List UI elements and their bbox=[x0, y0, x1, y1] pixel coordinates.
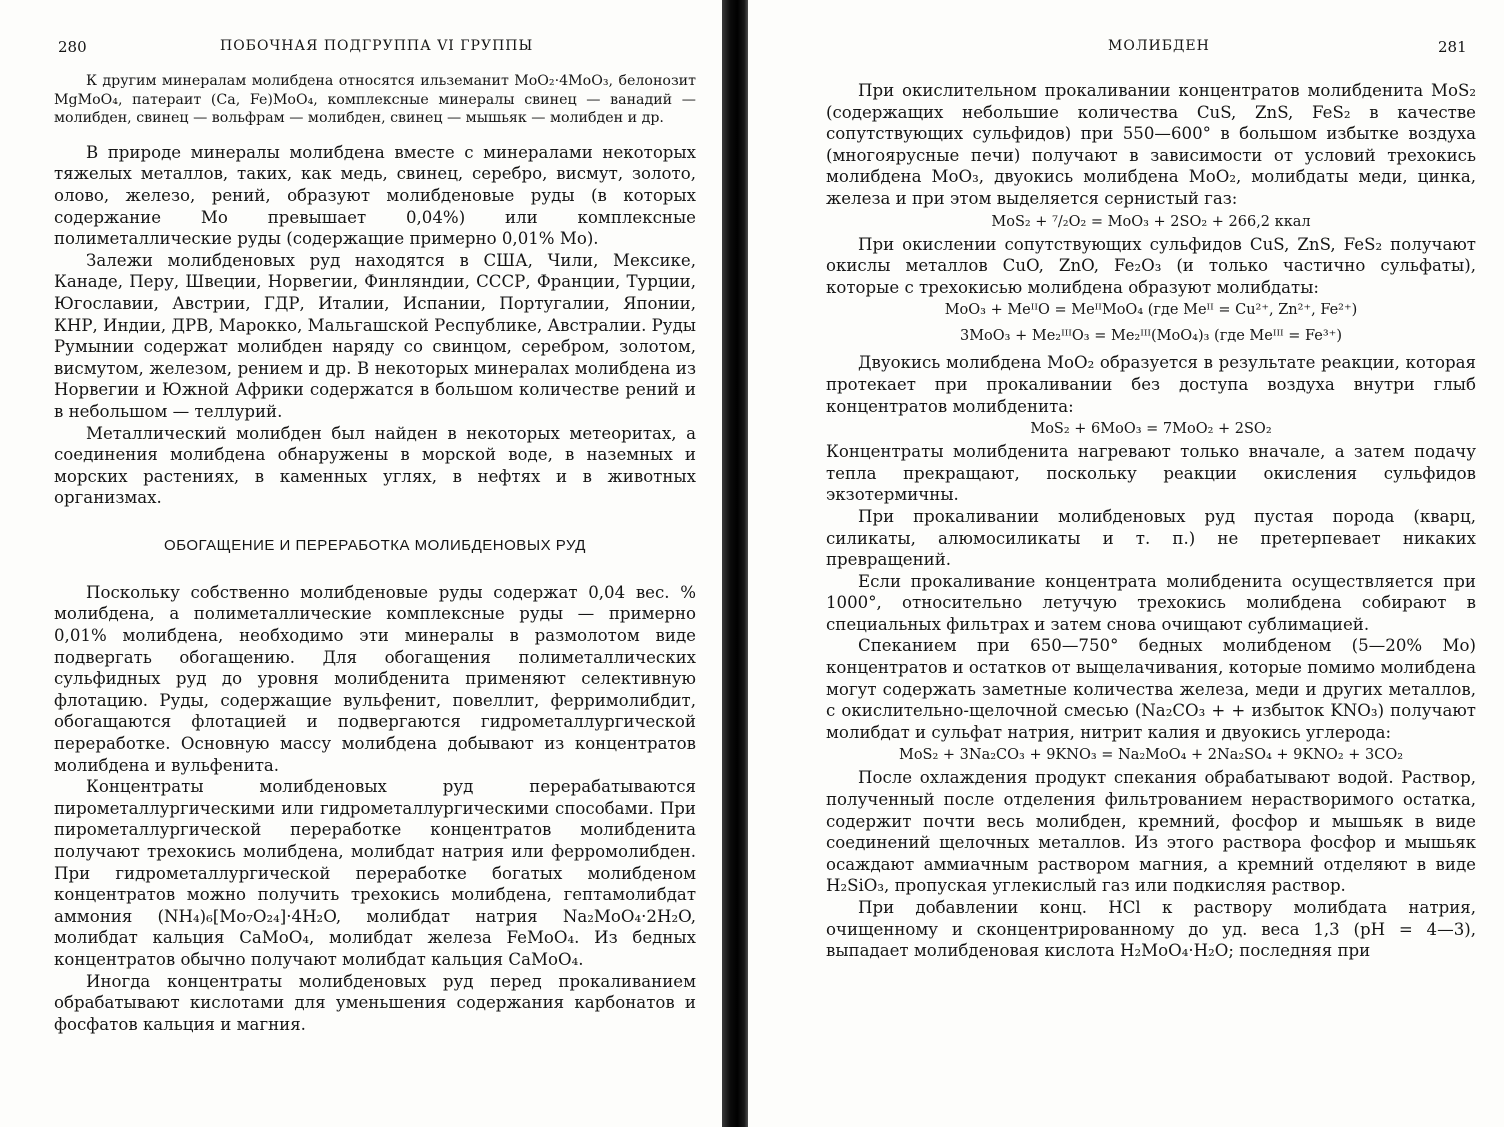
paragraph: В природе минералы молибдена вместе с минералами некоторых тяжелых металлов, таких, как медь, свинец, серебро, висмут, золото, олово, железо, рений, образуют молибденовые руды (в которых содержание Mo превышает 0,04%) или комплексные полиметаллические руды (содержащие примерно 0,01% Mo). bbox=[54, 142, 696, 249]
book-gutter bbox=[722, 0, 750, 1127]
right-page bbox=[748, 0, 1504, 1127]
right-running-head: МОЛИБДЕН bbox=[1108, 38, 1210, 54]
paragraph: При окислении сопутствующих сульфидов CuS, ZnS, FeS₂ получают окислы металлов CuO, ZnO, Fe₂O₃ (и только частично сульфаты), которые с трехокисью молибдена образуют молибдаты: bbox=[826, 234, 1476, 297]
section-title: ОБОГАЩЕНИЕ И ПЕРЕРАБОТКА МОЛИБДЕНОВЫХ РУД bbox=[164, 536, 586, 554]
paragraph: Металлический молибден был найден в некоторых метеоритах, а соединения молибдена обнаружены в морской воде, в наземных и морских растениях, в каменных углях, в нефтях и в животных организмах. bbox=[54, 423, 696, 508]
left-page-number: 280 bbox=[58, 38, 87, 56]
right-page-number: 281 bbox=[1438, 38, 1467, 56]
equation: MoS₂ + ⁷/₂O₂ = MoO₃ + 2SO₂ + 266,2 ккал bbox=[991, 213, 1311, 230]
paragraph: При прокаливании молибденовых руд пустая порода (кварц, силикаты, алюмосиликаты и т. п.) не претерпевает никаких превращений. bbox=[826, 506, 1476, 570]
paragraph: Поскольку собственно молибденовые руды содержат 0,04 вес. % молибдена, а полиметаллические комплексные руды — примерно 0,01% молибдена, необходимо эти минералы в размолотом виде подвергать обогащению. Для обогащения полиметаллических сульфидных руд до уровня молибденита применяют селективную флотацию. Руды, содержащие вульфенит, повеллит, ферримолибдит, обогащаются флотацией и подвергаются гидрометаллургической переработке. Основную массу молибдена добывают из концентратов молибдена и вульфенита. bbox=[54, 582, 696, 775]
paragraph: Иногда концентраты молибденовых руд перед прокаливанием обрабатывают кислотами для уменьшения содержания карбонатов и фосфатов кальция и магния. bbox=[54, 971, 696, 1034]
paragraph: Концентраты молибденовых руд перерабатываются пирометаллургическими или гидрометаллургическими способами. При пирометаллургической переработке концентратов молибденита получают трехокись молибдена, молибдат натрия или ферромолибден. При гидрометаллургической переработке богатых молибденом концентратов можно получить трехокись молибдена, гептамолибдат аммония (NH₄)₆[Mo₇O₂₄]·4H₂O, молибдат натрия Na₂MoO₄·2H₂O, молибдат кальция CaMoO₄, молибдат железа FeMoO₄. Из бедных концентратов обычно получают молибдат кальция CaMoO₄. bbox=[54, 777, 696, 969]
intro-paragraph: К другим минералам молибдена относятся ильземанит MoO₂·4MoO₃, белонозит MgMoO₄, патераит (Ca, Fe)MoO₄, комплексные минералы свинец — ванадий — молибден, свинец — вольфрам — молибден, свинец — мышьяк — молибден и др. bbox=[54, 73, 696, 127]
paragraph: Двуокись молибдена MoO₂ образуется в результате реакции, которая протекает при прокаливании без доступа воздуха внутри глыб концентратов молибденита: bbox=[826, 353, 1476, 416]
paragraph: При окислительном прокаливании концентратов молибденита MoS₂ (содержащих небольшие количества CuS, ZnS, FeS₂ в качестве сопутствующих сульфидов) при 550—600° в большом избытке воздуха (многоярусные печи) получают в зависимости от условий трехокись молибдена MoO₃, двуокись молибдена MoO₂, молибдаты меди, цинка, железа и при этом выделяется сернистый газ: bbox=[826, 81, 1476, 208]
paragraph: Концентраты молибденита нагревают только вначале, а затем подачу тепла прекращают, поскольку реакции окисления сульфидов экзотермичны. bbox=[826, 442, 1476, 505]
paragraph: При добавлении конц. HCl к раствору молибдата натрия, очищенному и сконцентрированному до уд. веса 1,3 (pH = 4—3), выпадает молибденовая кислота H₂MoO₄·H₂O; последняя при bbox=[826, 898, 1476, 961]
equation: 3MoO₃ + Me₂ᴵᴵᴵO₃ = Me₂ᴵᴵᴵ(MoO₄)₃ (где Meᴵᴵᴵ = Fe³⁺) bbox=[959, 328, 1342, 345]
paragraph: После охлаждения продукт спекания обрабатывают водой. Раствор, полученный после отделения фильтрованием нерастворимого остатка, содержит почти весь молибден, кремний, фосфор и мышьяк в виде соединений щелочных металлов. Из этого раствора фосфор и мышьяк осаждают аммиачным раствором магния, а кремний отделяют в виде H₂SiO₃, пропуская углекислый газ или подкисляя раствор. bbox=[826, 768, 1476, 896]
equation: MoS₂ + 3Na₂CO₃ + 9KNO₃ = Na₂MoO₄ + 2Na₂SO₄ + 9KNO₂ + 3CO₂ bbox=[898, 747, 1404, 764]
equation: MoS₂ + 6MoO₃ = 7MoO₂ + 2SO₂ bbox=[1030, 421, 1272, 438]
paragraph: Если прокаливание концентрата молибденита осуществляется при 1000°, относительно летучую трехокись молибдена собирают в специальных фильтрах и затем снова очищают сублимацией. bbox=[826, 571, 1476, 634]
left-running-head: ПОБОЧНАЯ ПОДГРУППА VI ГРУППЫ bbox=[220, 38, 534, 54]
paragraph: Залежи молибденовых руд находятся в США, Чили, Мексике, Канаде, Перу, Швеции, Норвегии, Финляндии, СССР, Франции, Турции, Югославии, Австрии, ГДР, Италии, Испании, Португалии, Японии, КНР, Индии, ДРВ, Марокко, Мальгашской Республике, Австралии. Руды Румынии содержат молибден наряду со свинцом, серебром, золотом, висмутом, железом, рением и др. В некоторых минералах молибдена из Норвегии и Южной Африки содержатся в большом количестве рений и в небольшом — теллурий. bbox=[54, 250, 696, 421]
equation: MoO₃ + MeᴵᴵO = MeᴵᴵMoO₄ (где Meᴵᴵ = Cu²⁺, Zn²⁺, Fe²⁺) bbox=[944, 302, 1358, 319]
paragraph: Спеканием при 650—750° бедных молибденом (5—20% Mo) концентратов и остатков от выщелачивания, которые помимо молибдена могут содержать заметные количества железа, меди и других металлов, с окислительно-щелочной смесью (Na₂CO₃ + + избыток KNO₃) получают молибдат и сульфат натрия, нитрит калия и двуокись углерода: bbox=[826, 636, 1476, 742]
left-text-column bbox=[54, 72, 696, 1035]
left-page bbox=[0, 0, 724, 1127]
right-text-column bbox=[826, 80, 1476, 962]
